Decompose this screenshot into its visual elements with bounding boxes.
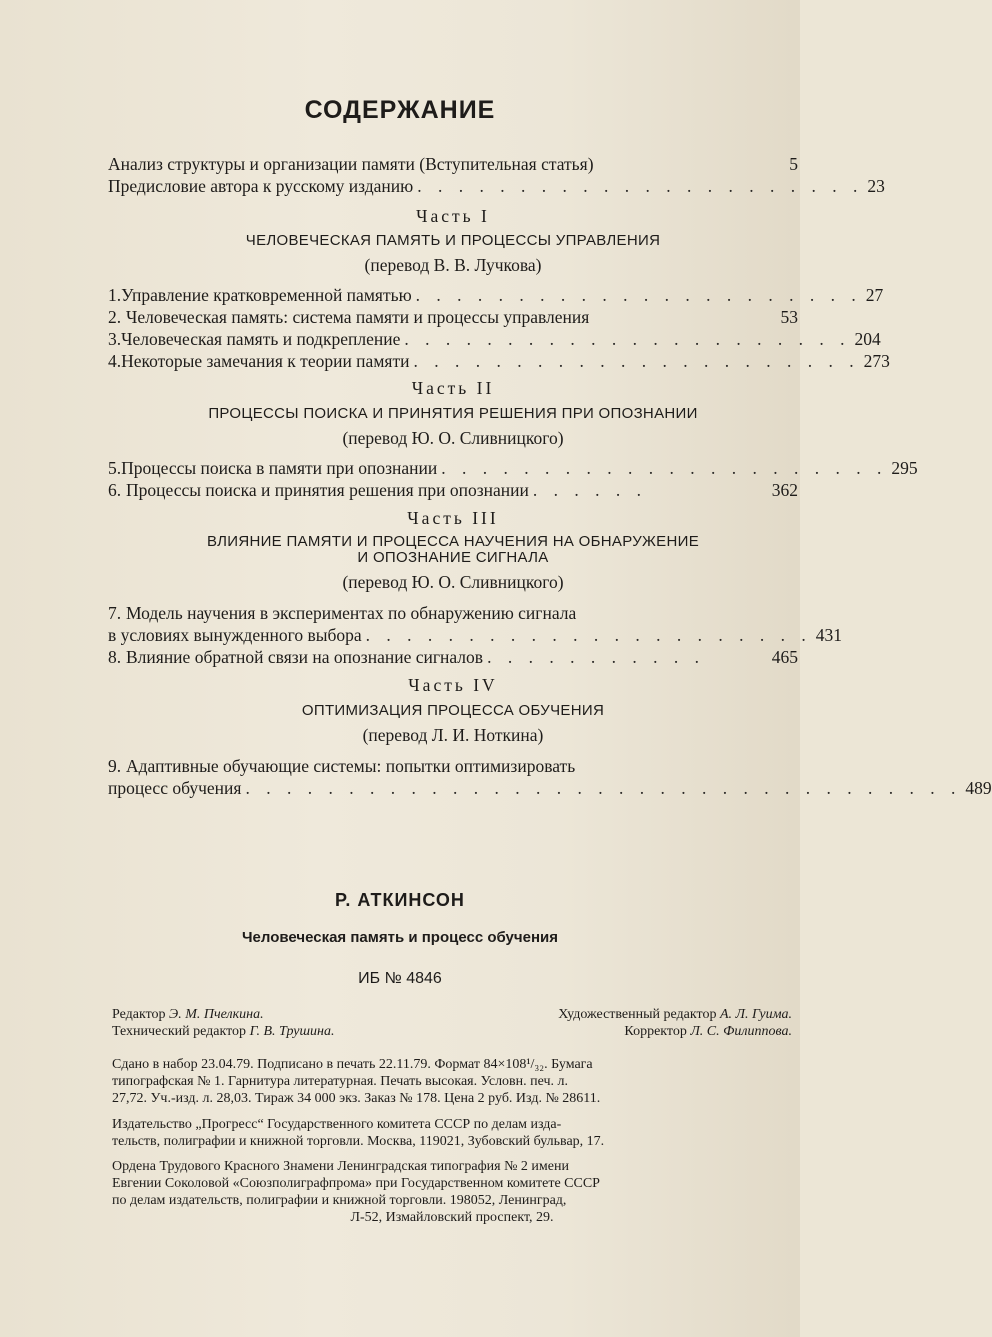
entry-number: 4. <box>108 351 122 371</box>
entry-number: 2. <box>108 307 122 327</box>
corrector-name: Л. С. Филиппова. <box>690 1024 792 1039</box>
entry-text: Человеческая память: система памяти и процессы управления <box>126 307 590 327</box>
toc-entry-intro <box>108 154 798 175</box>
credits-row <box>112 1023 792 1040</box>
part-heading: Часть II <box>411 378 495 398</box>
entry-text: Процессы поиска в памяти при опознании <box>121 458 438 478</box>
entry-page: 53 <box>780 307 798 327</box>
art-editor-name: А. Л. Гуима. <box>719 1007 792 1022</box>
toc-entry-line1 <box>108 603 798 624</box>
entry-text: Процессы поиска и принятия решения при опознании <box>126 480 529 500</box>
art-editor-label: Художественный редактор <box>558 1007 717 1022</box>
entry-page: 489 <box>965 778 992 798</box>
entry-number: 3. <box>108 329 122 349</box>
printer-line: Евгении Соколовой «Союзполиграфпрома» при Государственном комитете СССР <box>112 1176 600 1191</box>
entry-page: 295 <box>891 458 918 478</box>
editor-name: Э. М. Пчелкина. <box>169 1007 264 1022</box>
toc-entry <box>108 647 798 668</box>
entry-text: Некоторые замечания к теории памяти <box>121 351 410 371</box>
entry-page: 465 <box>771 647 798 667</box>
entry-page: 204 <box>854 329 881 349</box>
printer-line: по делам издательств, полиграфии и книжной торговли. 198052, Ленинград, <box>112 1193 567 1208</box>
entry-page: 5 <box>789 154 798 174</box>
entry-text: в условиях вынужденного выбора <box>108 625 362 645</box>
toc-entry-line1 <box>108 756 798 777</box>
entry-text: Анализ структуры и организации памяти (Вступительная статья) <box>108 154 594 174</box>
part-title-line2: И ОПОЗНАНИЕ СИГНАЛА <box>357 549 549 566</box>
leader-dots: . . . . . . . . . . . <box>487 647 705 667</box>
part-translator: (перевод В. В. Лучкова) <box>364 255 542 275</box>
entry-text: Управление кратковременной памятью <box>121 285 412 305</box>
part-heading: Часть III <box>407 508 499 528</box>
publisher-line: Издательство „Прогресс“ Государственного комитета СССР по делам изда- <box>112 1117 562 1132</box>
toc-entry-preface <box>108 176 885 197</box>
toc-entry <box>108 329 881 350</box>
publisher-line: тельств, полиграфии и книжной торговли. Москва, 119021, Зубовский бульвар, 17. <box>112 1134 605 1149</box>
entry-text-line1: Адаптивные обучающие системы: попытки оптимизировать <box>126 756 576 776</box>
credits-row <box>112 1006 792 1023</box>
leader-dots: . . . . . . . . . . . . . . . . . . . . . . <box>365 625 812 645</box>
part-heading: Часть I <box>416 206 490 226</box>
part-title-line1: ВЛИЯНИЕ ПАМЯТИ И ПРОЦЕССА НАУЧЕНИЯ НА ОБНАРУЖЕНИЕ <box>206 533 700 550</box>
print-info-line: Сдано в набор 23.04.79. Подписано в печать 22.11.79. Формат 84×108¹/₃₂. Бумага <box>112 1057 593 1072</box>
part-title: ОПТИМИЗАЦИЯ ПРОЦЕССА ОБУЧЕНИЯ <box>301 702 605 719</box>
tech-editor-label: Технический редактор <box>112 1024 247 1039</box>
printer-info <box>112 1158 792 1226</box>
toc-entry <box>108 778 992 799</box>
leader-dots: . . . . . . . . . . . . . . . . . . . . . . <box>441 458 888 478</box>
editor-label: Редактор <box>112 1007 166 1022</box>
entry-page: 273 <box>863 351 890 371</box>
toc-entry <box>108 625 843 646</box>
printer-line: Л-52, Измайловский проспект, 29. <box>350 1210 554 1225</box>
part-heading: Часть IV <box>408 675 498 695</box>
entry-text: Человеческая память и подкрепление <box>121 329 401 349</box>
toc-entry <box>108 480 798 501</box>
print-info-line: типографская № 1. Гарнитура литературная. Печать высокая. Условн. печ. л. <box>112 1074 569 1089</box>
ib-number: ИБ № 4846 <box>358 970 442 987</box>
entry-number: 1. <box>108 285 122 305</box>
entry-text: Влияние обратной связи на опознание сигналов <box>126 647 484 667</box>
entry-page: 27 <box>865 285 884 305</box>
leader-dots: . . . . . . . . . . . . . . . . . . . . . . <box>415 285 862 305</box>
entry-number: 7. <box>108 603 122 623</box>
tech-editor-name: Г. В. Трушина. <box>249 1024 335 1039</box>
entry-text-line1: Модель научения в экспериментах по обнаружению сигнала <box>126 603 577 623</box>
printer-line: Ордена Трудового Красного Знамени Ленинградская типография № 2 имени <box>112 1159 569 1174</box>
entry-page: 23 <box>867 176 885 196</box>
author-name: Р. АТКИНСОН <box>335 890 465 910</box>
entry-number: 6. <box>108 480 122 500</box>
part-translator: (перевод Ю. О. Сливницкого) <box>342 572 564 592</box>
toc-entry <box>108 351 890 372</box>
entry-page: 362 <box>771 480 798 500</box>
print-info-line: 27,72. Уч.-изд. л. 28,03. Тираж 34 000 экз. Заказ № 178. Цена 2 руб. Изд. № 28611. <box>112 1091 601 1106</box>
book-title: Человеческая память и процесс обучения <box>242 929 558 946</box>
credits-block <box>112 1006 792 1040</box>
leader-dots: . . . . . . . . . . . . . . . . . . . . . . . . . . . . . . . . . . . <box>245 778 962 798</box>
toc-entry <box>108 307 798 328</box>
page-title: СОДЕРЖАНИЕ <box>304 96 496 124</box>
entry-text: процесс обучения <box>108 778 242 798</box>
publisher-info <box>112 1116 792 1150</box>
entry-page: 431 <box>815 625 843 645</box>
leader-dots: . . . . . . . . . . . . . . . . . . . . . . <box>413 351 860 371</box>
print-info <box>112 1056 792 1107</box>
leader-dots: . . . . . . <box>532 480 647 500</box>
part-title: ПРОЦЕССЫ ПОИСКА И ПРИНЯТИЯ РЕШЕНИЯ ПРИ ОПОЗНАНИИ <box>208 405 698 422</box>
entry-number: 5. <box>108 458 122 478</box>
toc-entry <box>108 285 884 306</box>
entry-text: Предисловие автора к русскому изданию <box>108 176 414 196</box>
leader-dots: . . . . . . . . . . . . . . . . . . . . . . <box>404 329 851 349</box>
part-translator: (перевод Л. И. Ноткина) <box>362 725 544 745</box>
toc-entry <box>108 458 918 479</box>
entry-number: 9. <box>108 756 122 776</box>
leader-dots: . . . . . . . . . . . . . . . . . . . . . . <box>417 176 864 196</box>
part-title: ЧЕЛОВЕЧЕСКАЯ ПАМЯТЬ И ПРОЦЕССЫ УПРАВЛЕНИЯ <box>245 232 661 249</box>
entry-number: 8. <box>108 647 122 667</box>
part-translator: (перевод Ю. О. Сливницкого) <box>342 428 564 448</box>
corrector-label: Корректор <box>624 1024 687 1039</box>
